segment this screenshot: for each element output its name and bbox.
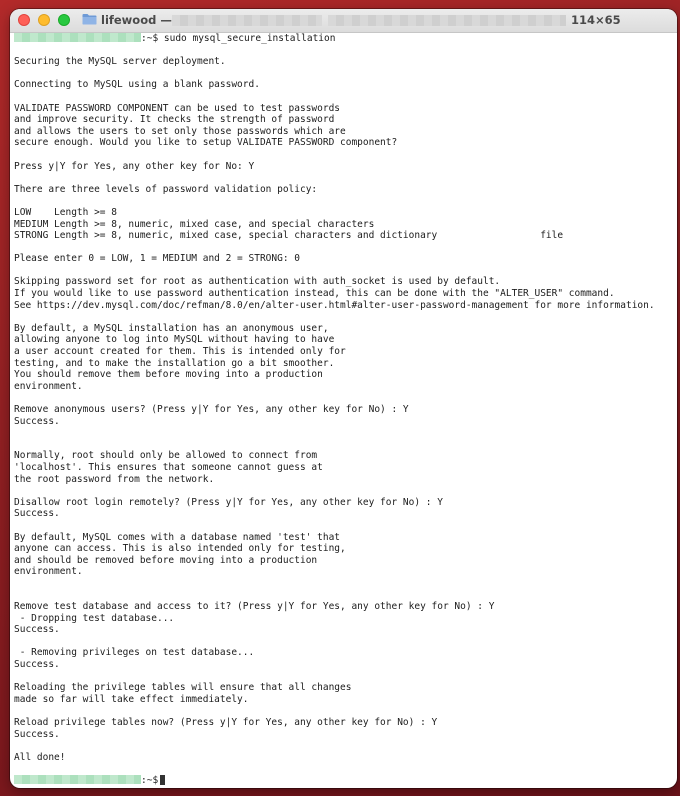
terminal-line: Reload privilege tables now? (Press y|Y for Yes, any other key for No) : Y — [14, 717, 438, 729]
terminal-line — [14, 763, 677, 775]
redacted-title-segment — [172, 15, 322, 26]
terminal-line — [14, 485, 677, 497]
terminal-line: Normally, root should only be allowed to connect from — [14, 450, 318, 462]
terminal-line — [14, 68, 677, 80]
terminal-line: Remove test database and access to it? (Press y|Y for Yes, any other key for No) : Y — [14, 601, 495, 613]
terminal-line: - Dropping test database... — [14, 612, 175, 624]
window-title-user: lifewood — — [101, 13, 172, 27]
prompt-line-final — [14, 775, 677, 787]
terminal-line: Success. — [14, 659, 60, 671]
terminal-line — [14, 520, 677, 532]
terminal-line: By default, a MySQL installation has an anonymous user, — [14, 322, 329, 334]
terminal-line: secure enough. Would you like to setup VALIDATE PASSWORD component? — [14, 137, 398, 149]
terminal-line: You should remove them before moving into a production — [14, 369, 323, 381]
terminal-line: STRONG Length >= 8, numeric, mixed case, special characters and dictionary file — [14, 230, 564, 242]
terminal-line: VALIDATE PASSWORD COMPONENT can be used to test passwords — [14, 102, 341, 114]
terminal-line — [14, 740, 677, 752]
terminal-line — [14, 91, 677, 103]
terminal-line — [14, 311, 677, 323]
terminal-line: anyone can access. This is also intended only for testing, — [14, 543, 346, 555]
terminal-line — [14, 265, 677, 277]
terminal-line: Skipping password set for root as authentication with auth_socket is used by default. — [14, 276, 501, 288]
terminal-line: Success. — [14, 415, 60, 427]
terminal-line — [14, 705, 677, 717]
terminal-line: and improve security. It checks the strength of password — [14, 114, 335, 126]
terminal-line — [14, 590, 677, 602]
terminal-line: By default, MySQL comes with a database named 'test' that — [14, 531, 341, 543]
block-cursor-icon — [160, 775, 165, 785]
terminal-line: Success. — [14, 508, 60, 520]
terminal-line — [14, 242, 677, 254]
maximize-button[interactable] — [58, 14, 70, 26]
folder-icon — [82, 13, 97, 25]
terminal-line: - Removing privileges on test database... — [14, 647, 255, 659]
redacted-prompt-host — [14, 33, 141, 42]
terminal-line — [14, 439, 677, 451]
terminal-line: 'localhost'. This ensures that someone cannot guess at — [14, 461, 323, 473]
terminal-line: Securing the MySQL server deployment. — [14, 56, 226, 68]
title-bar[interactable] — [10, 9, 677, 33]
prompt-symbol: :~$ — [141, 775, 159, 786]
window-dimensions: 114×65 — [571, 13, 621, 27]
terminal-line: allowing anyone to log into MySQL without having to have — [14, 334, 335, 346]
terminal-line: Disallow root login remotely? (Press y|Y for Yes, any other key for No) : Y — [14, 496, 443, 508]
terminal-line: LOW Length >= 8 — [14, 206, 117, 218]
minimize-button[interactable] — [38, 14, 50, 26]
terminal-line: See https://dev.mysql.com/doc/refman/8.0/en/alter-user.html#alter-user-password-management for more information. — [14, 299, 655, 311]
terminal-line: made so far will take effect immediately. — [14, 693, 249, 705]
redacted-title-segment — [328, 15, 566, 26]
terminal-line: environment. — [14, 380, 83, 392]
terminal-line: Success. — [14, 728, 60, 740]
terminal-line: Remove anonymous users? (Press y|Y for Yes, any other key for No) : Y — [14, 404, 409, 415]
terminal-line — [14, 427, 677, 439]
terminal-line — [14, 149, 677, 161]
terminal-line — [14, 578, 677, 590]
close-button[interactable] — [18, 14, 30, 26]
terminal-line: There are three levels of password validation policy: — [14, 183, 318, 195]
terminal-line — [14, 195, 677, 207]
prompt-command: :~$ sudo mysql_secure_installation — [141, 33, 336, 44]
terminal-line: MEDIUM Length >= 8, numeric, mixed case, and special characters — [14, 218, 375, 230]
terminal-line: Reloading the privilege tables will ensure that all changes — [14, 682, 352, 694]
terminal-line: a user account created for them. This is intended only for — [14, 346, 346, 358]
prompt-line — [14, 33, 677, 45]
terminal-line: and should be removed before moving into a production — [14, 554, 318, 566]
terminal-line — [14, 392, 677, 404]
terminal-line — [14, 45, 677, 57]
terminal-line: the root password from the network. — [14, 473, 215, 485]
terminal-line: and allows the users to set only those passwords which are — [14, 125, 346, 137]
terminal-line: Press y|Y for Yes, any other key for No: Y — [14, 160, 255, 172]
terminal-line — [14, 636, 677, 648]
terminal-line: environment. — [14, 566, 83, 578]
terminal-line: All done! — [14, 751, 66, 763]
terminal-window — [10, 9, 677, 788]
terminal-line: Please enter 0 = LOW, 1 = MEDIUM and 2 = STRONG: 0 — [14, 253, 300, 265]
terminal-line — [14, 671, 677, 683]
terminal-line — [14, 172, 677, 184]
terminal-line: testing, and to make the installation go a bit smoother. — [14, 357, 335, 369]
terminal-line: Connecting to MySQL using a blank password. — [14, 79, 260, 91]
terminal-line: If you would like to use password authentication instead, this can be done with the "ALTER_USER" command. — [14, 288, 615, 300]
redacted-prompt-host — [14, 775, 141, 784]
terminal-line: Success. — [14, 624, 60, 636]
terminal-output[interactable] — [10, 33, 677, 788]
